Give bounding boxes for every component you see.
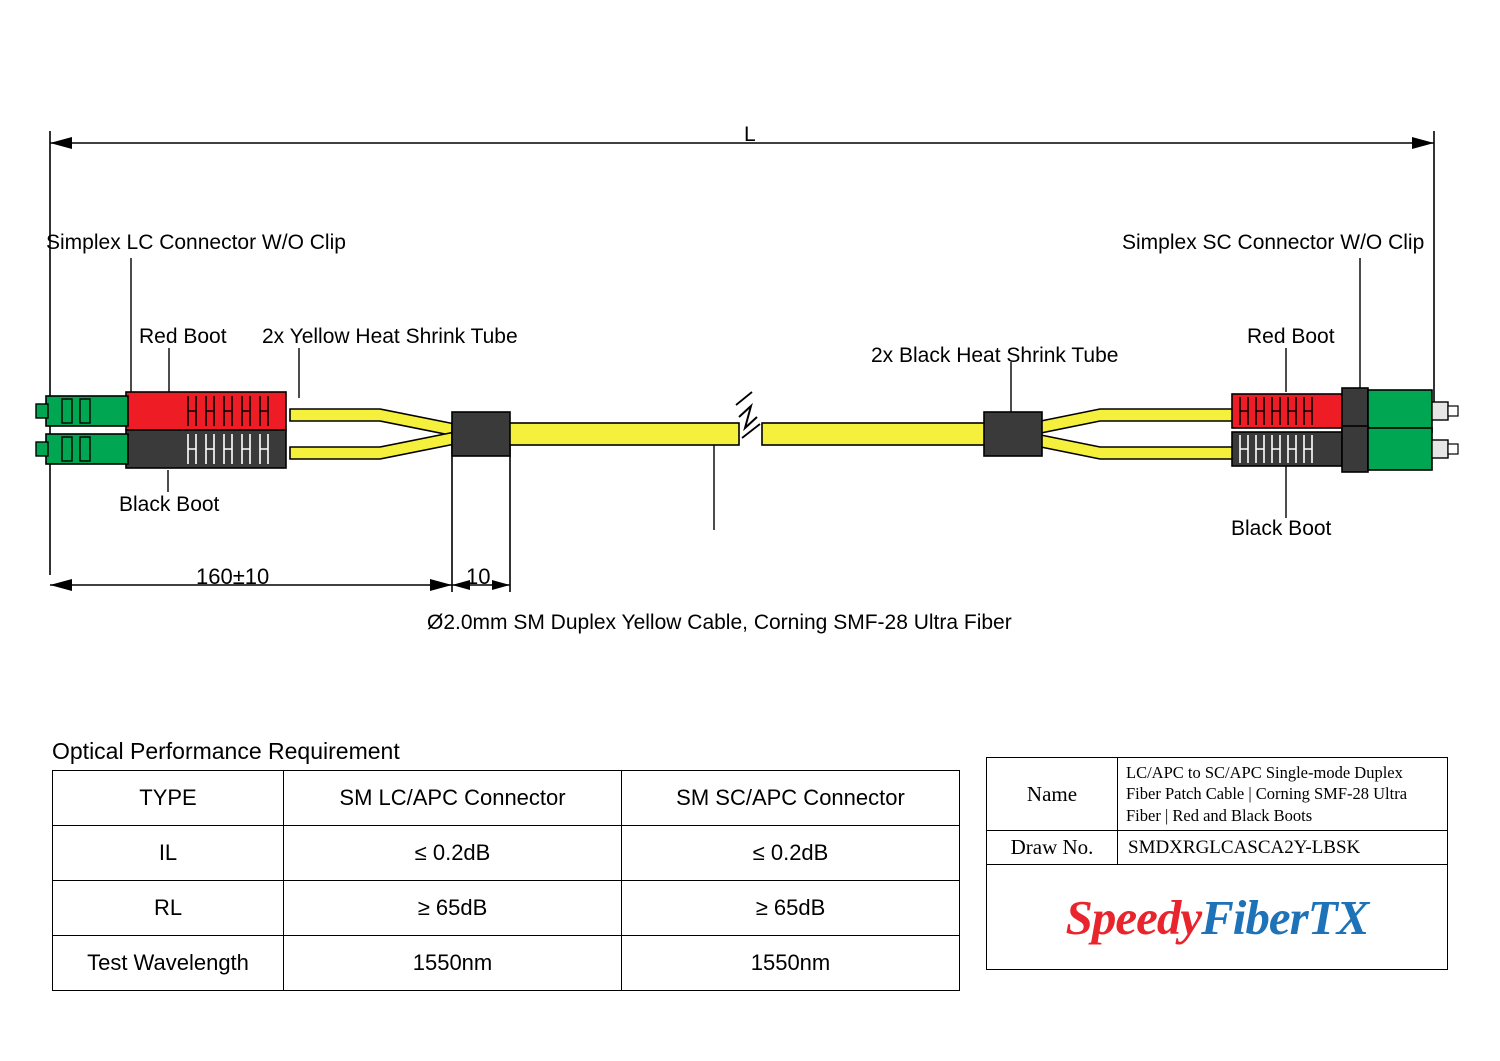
title-block-name-row [987, 758, 1448, 831]
row-rl-sc: ≥ 65dB [622, 881, 960, 936]
table-row [53, 936, 960, 991]
furcation-block-left [452, 412, 510, 456]
row-rl-lc: ≥ 65dB [284, 881, 622, 936]
callout-black-heat-shrink-tube: 2x Black Heat Shrink Tube [871, 344, 1119, 367]
leader-lines [131, 258, 1360, 530]
name-label: Name [987, 758, 1118, 831]
callout-red-boot-right: Red Boot [1247, 325, 1335, 348]
callout-black-boot-right: Black Boot [1231, 517, 1332, 540]
dimension-furcation-length: 10 [466, 564, 491, 589]
sc-connector-lower [1232, 426, 1458, 472]
row-wavelength-sc: 1550nm [622, 936, 960, 991]
title-block-table [986, 757, 1448, 970]
row-il-lc: ≤ 0.2dB [284, 826, 622, 881]
cable-upper-branch [290, 409, 455, 436]
table-row [53, 881, 960, 936]
lc-connector-upper [36, 392, 286, 430]
performance-title: Optical Performance Requirement [52, 738, 400, 764]
draw-no-label: Draw No. [987, 831, 1118, 865]
callout-yellow-heat-shrink-tube: 2x Yellow Heat Shrink Tube [262, 325, 518, 348]
name-value: LC/APC to SC/APC Single-mode Duplex Fiber Patch Cable | Corning SMF-28 Ultra Fiber | Red and Black Boots [1118, 758, 1448, 831]
optical-performance-table [52, 770, 960, 991]
row-wavelength-lc: 1550nm [284, 936, 622, 991]
dimension-branch-length: 160±10 [196, 564, 270, 589]
black-heat-shrink-tube [984, 412, 1042, 456]
callout-black-boot-left: Black Boot [119, 493, 220, 516]
title-block-draw-row [987, 831, 1448, 865]
cable-lower-branch-right [1026, 432, 1240, 459]
overall-length-dimension [50, 131, 1434, 575]
callout-sc-connector: Simplex SC Connector W/O Clip [1122, 231, 1425, 254]
table-row [53, 826, 960, 881]
title-block-logo-row [987, 865, 1448, 970]
header-lc: SM LC/APC Connector [284, 771, 622, 826]
row-il-sc: ≤ 0.2dB [622, 826, 960, 881]
draw-no-value: SMDXRGLCASCA2Y-LBSK [1118, 831, 1448, 865]
callout-lc-connector: Simplex LC Connector W/O Clip [46, 231, 346, 254]
logo-cell [987, 865, 1448, 970]
row-rl-type: RL [53, 881, 284, 936]
overall-length-label: L [744, 123, 756, 146]
logo-text-speedy: Speedy [1065, 889, 1202, 945]
row-wavelength-type: Test Wavelength [53, 936, 284, 991]
lc-connector-lower [36, 430, 286, 468]
cable-note: Ø2.0mm SM Duplex Yellow Cable, Corning SMF-28 Ultra Fiber [427, 611, 1012, 634]
cable-lower-branch [290, 432, 455, 459]
table-header-row [53, 771, 960, 826]
header-type: TYPE [53, 771, 284, 826]
row-il-type: IL [53, 826, 284, 881]
speedyfibertx-logo [987, 865, 1447, 969]
callout-red-boot-left: Red Boot [139, 325, 227, 348]
header-sc: SM SC/APC Connector [622, 771, 960, 826]
logo-text-fibertx: FiberTX [1201, 889, 1369, 945]
cable-upper-branch-right [1026, 409, 1240, 436]
